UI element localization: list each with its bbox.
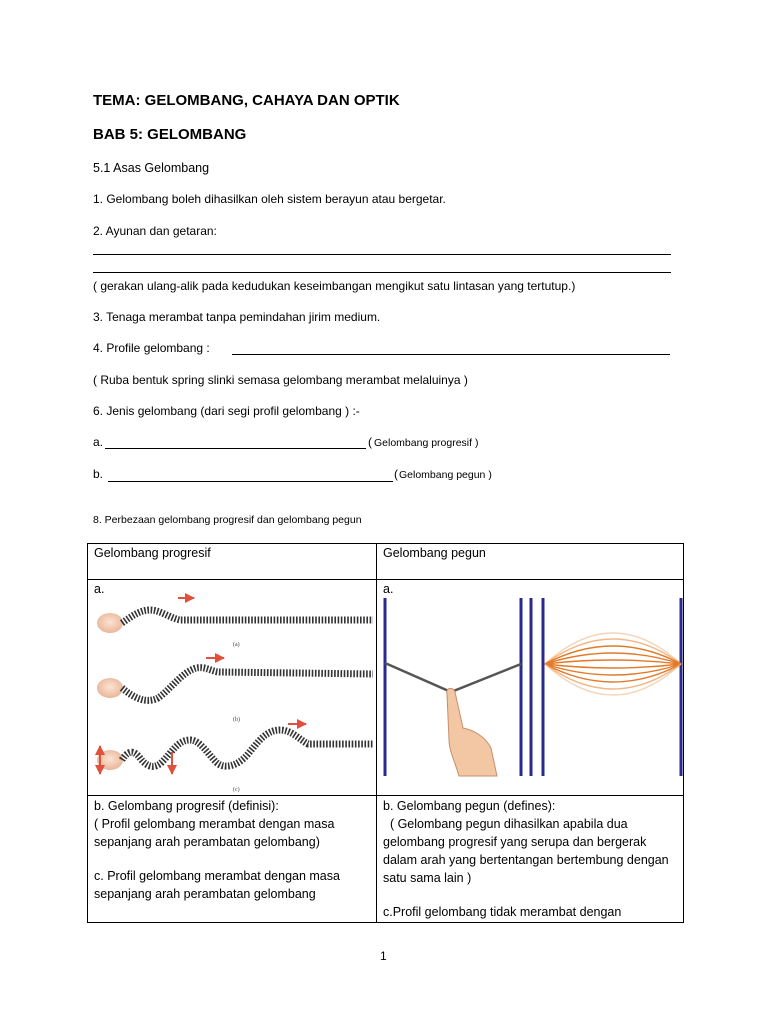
answer-line-6a [105, 448, 366, 449]
caption-a: (a) [233, 642, 240, 648]
answer-line-1 [93, 254, 671, 255]
progressive-def-title: b. Gelombang progresif (definisi): [94, 799, 279, 813]
item-6a-paren: ( [368, 435, 372, 449]
section-heading: 5.1 Asas Gelombang [93, 161, 210, 175]
slinky-b [97, 658, 373, 723]
slinky-figure [88, 580, 377, 796]
hand-icon [97, 678, 123, 698]
caption-b: (b) [233, 717, 240, 723]
answer-line-6b [108, 481, 393, 482]
table-header-progresif: Gelombang progresif [88, 544, 377, 580]
comparison-table [87, 543, 684, 923]
standing-def-title: b. Gelombang pegun (defines): [383, 799, 556, 813]
plucked-string [385, 663, 521, 692]
page-number: 1 [380, 949, 387, 963]
slinky-c [97, 724, 373, 793]
hand-icon [97, 613, 123, 633]
progressive-figure-cell [88, 580, 377, 796]
item-6b-paren: ( [394, 467, 398, 481]
standing-wave-loops [545, 633, 681, 695]
item-6a-label: a. [93, 435, 104, 449]
item-6: 6. Jenis gelombang (dari segi profil gelombang ) :- [93, 404, 360, 418]
standing-def-body: ( Gelombang pegun dihasilkan apabila dua gelombang progresif yang serupa dan bergerak dalam arah yang bertentangan bertembung dengan satu sama lain ) [383, 817, 673, 885]
slinky-a [97, 598, 373, 648]
progressive-c: c. Profil gelombang merambat dengan masa sepanjang arah perambatan gelombang [94, 869, 340, 901]
answer-line-4 [232, 354, 670, 355]
item-6b-label: b. [93, 467, 104, 481]
item-6b-hint: Gelombang pegun ) [399, 469, 492, 481]
standing-wave-figure [377, 580, 684, 796]
item-1: 1. Gelombang boleh dihasilkan oleh sistem berayun atau bergetar. [93, 192, 446, 206]
item-6a-hint: Gelombang progresif ) [374, 437, 479, 449]
caption-c: (c) [233, 787, 240, 793]
tema-heading: TEMA: GELOMBANG, CAHAYA DAN OPTIK [93, 92, 400, 109]
answer-line-2 [93, 272, 671, 273]
item-2-note: ( gerakan ulang-alik pada kedudukan keseimbangan mengikut satu lintasan yang tertutup.) [93, 279, 576, 293]
bab-heading: BAB 5: GELOMBANG [93, 126, 247, 143]
fig-label-a-right: a. [383, 582, 394, 596]
item-4: 4. Profile gelombang : [93, 341, 210, 355]
table-header-pegun: Gelombang pegun [377, 544, 684, 580]
item-8: 8. Perbezaan gelombang progresif dan gelombang pegun [93, 514, 362, 526]
progressive-def-body: ( Profil gelombang merambat dengan masa sepanjang arah perambatan gelombang) [94, 817, 335, 849]
progressive-definition-cell [88, 796, 377, 923]
fig-label-a-left: a. [94, 582, 105, 596]
item-2: 2. Ayunan dan getaran: [93, 224, 217, 238]
item-3: 3. Tenaga merambat tanpa pemindahan jirim medium. [93, 310, 381, 324]
standing-c: c.Profil gelombang tidak merambat dengan [383, 905, 622, 919]
finger-icon [447, 688, 497, 776]
standing-figure-cell [377, 580, 684, 796]
item-4-note: ( Ruba bentuk spring slinki semasa gelombang merambat melaluinya ) [93, 373, 468, 387]
standing-definition-cell [377, 796, 684, 923]
